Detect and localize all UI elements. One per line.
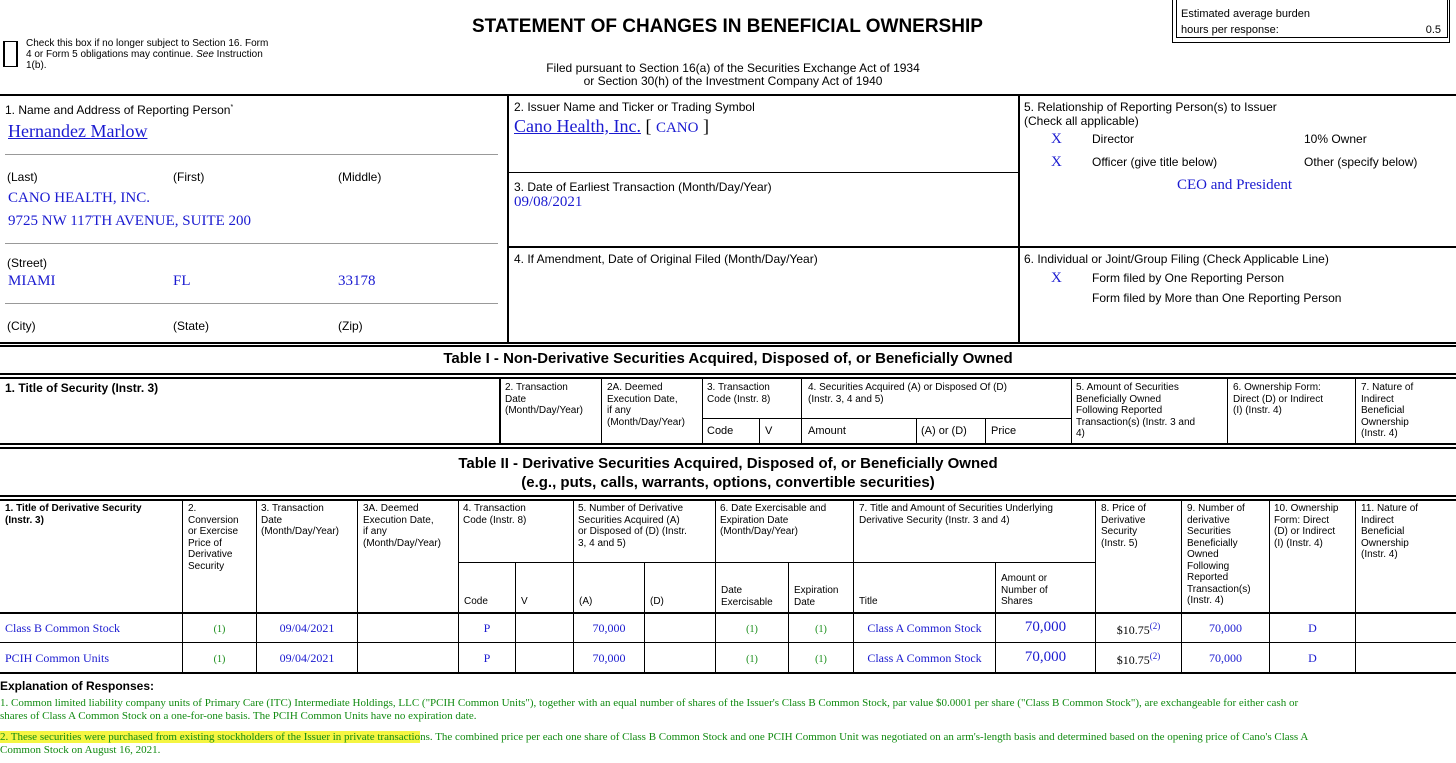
reporting-person-name-link[interactable]: Hernandez Marlow [8, 121, 148, 141]
t2-row-title: PCIH Common Units [5, 651, 110, 665]
t1-sub-amount: Amount [808, 425, 846, 437]
t2-row-form: D [1308, 621, 1317, 635]
t2-sub-v: V [521, 596, 528, 607]
t1-sub-aord: (A) or (D) [921, 425, 967, 437]
address-line1: CANO HEALTH, INC. [8, 190, 150, 206]
filed-pursuant-line1: Filed pursuant to Section 16(a) of the Securities Exchange Act of 1934 [546, 61, 920, 75]
t2-row-expiration: (1) [815, 624, 827, 635]
officer-label: Officer (give title below) [1092, 155, 1218, 169]
t2-col6-header: 6. Date Exercisable and Expiration Date (Month/Day/Year) [720, 503, 827, 537]
t2-row-title: Class B Common Stock [5, 621, 121, 635]
issuer-name-link[interactable]: Cano Health, Inc. [514, 116, 641, 136]
t2-row-a: 70,000 [592, 621, 626, 635]
t2-row-under-title: Class A Common Stock [867, 651, 982, 665]
section16-text: Check this box if no longer subject to Section 16. Form 4 or Form 5 obligations may continue. See Instruction 1(b). [26, 38, 269, 71]
t2-col3a-header: 3A. Deemed Execution Date, if any (Month/Day/Year) [363, 503, 441, 549]
t2-sub-a: (A) [579, 596, 593, 607]
middle-label: (Middle) [338, 170, 382, 184]
t2-row-price: $10.75$^{(2)}$ [1116, 621, 1161, 637]
relationship-label: 5. Relationship of Reporting Person(s) to Issuer [1024, 100, 1277, 114]
amendment-label: 4. If Amendment, Date of Original Filed (Month/Day/Year) [514, 252, 818, 266]
t1-col7-header: 7. Nature of Indirect Beneficial Ownership (Instr. 4) [1361, 382, 1414, 439]
street-label: (Street) [7, 256, 48, 270]
t2-row-under-amount: 70,000 [1024, 649, 1067, 665]
table2-title: Table II - Derivative Securities Acquired, Disposed of, or Beneficially Owned (e.g., puts, calls, warrants, options, convertible securities) [458, 455, 998, 491]
t1-col2-header: 2. Transaction Date (Month/Day/Year) [505, 382, 583, 416]
t2-col3-header: 3. Transaction Date (Month/Day/Year) [261, 503, 339, 537]
t2-row-owned: 70,000 [1209, 651, 1242, 665]
officer-check: X [1051, 154, 1062, 170]
omb-burden-label: Estimated average burden [1181, 8, 1311, 20]
t2-row-form: D [1308, 651, 1317, 665]
t2-col10-header: 10. Ownership Form: Direct (D) or Indirect (I) (Instr. 4) [1274, 503, 1339, 549]
t2-col9-header: 9. Number of derivative Securities Beneficially Owned Following Reported Transaction(s) (Instr. 4) [1187, 503, 1251, 606]
t2-col7-header: 7. Title and Amount of Securities Underlying Derivative Security (Instr. 3 and 4) [859, 503, 1053, 526]
footnote-1: 1. Common limited liability company units of Primary Care (ITC) Intermediate Holdings, LLC ("PCIH Common Units"), together with an equal number of shares of the Issuer's Class B Common Stock, par value $0.0001 per share ("Class B Common Stock"), are exchangeable for either cash or shares of Class A Common Stock on a one-for-one basis. The PCIH Common Units have no expiration date. [0, 697, 1299, 722]
t2-sub-expiration: Expiration Date [794, 585, 839, 608]
state-value: FL [173, 273, 191, 289]
footnote-2: 2. These securities were purchased from existing stockholders of the Issuer in private transactions. The combined price per each one share of Class B Common Stock and one PCIH Common Unit was negotiated on an arm's-length basis and determined based on the opening price of Cano's Class A Common Stock on August 16, 2021. [0, 731, 1309, 756]
zip-value: 33178 [338, 273, 376, 289]
t1-col5-header: 5. Amount of Securities Beneficially Owned Following Reported Transaction(s) (Instr. 3 and 4) [1076, 382, 1196, 439]
ten-percent-owner-label: 10% Owner [1304, 132, 1367, 146]
explanation-heading: Explanation of Responses: [0, 679, 155, 693]
t2-row-code: P [483, 621, 491, 635]
t2-row-a: 70,000 [592, 651, 626, 665]
t2-col4-header: 4. Transaction Code (Instr. 8) [463, 503, 527, 526]
earliest-transaction-label: 3. Date of Earliest Transaction (Month/Day/Year) [514, 180, 772, 194]
filed-pursuant-line2: or Section 30(h) of the Investment Company Act of 1940 [583, 74, 883, 88]
t2-row-under-amount: 70,000 [1024, 619, 1067, 635]
ticker-link[interactable]: CANO [655, 120, 699, 136]
director-check: X [1051, 131, 1062, 147]
t2-col11-header: 11. Nature of Indirect Beneficial Ownership (Instr. 4) [1361, 503, 1419, 560]
t2-row-conv: (1) [213, 654, 226, 665]
t2-col2-header: 2. Conversion or Exercise Price of Derivative Security [188, 503, 239, 572]
t2-row-code: P [483, 651, 491, 665]
t2-col1-header: 1. Title of Derivative Security (Instr. 3) [5, 503, 142, 526]
t2-sub-amount: Amount or Number of Shares [1001, 573, 1048, 607]
multi-person-label: Form filed by More than One Reporting Person [1092, 291, 1342, 305]
state-label: (State) [173, 319, 210, 333]
address-line2: 9725 NW 117TH AVENUE, SUITE 200 [8, 213, 252, 229]
other-label: Other (specify below) [1304, 155, 1418, 169]
last-label: (Last) [7, 170, 38, 184]
earliest-transaction-date: 09/08/2021 [514, 194, 583, 210]
director-label: Director [1092, 132, 1135, 146]
city-value: MIAMI [8, 273, 56, 289]
t2-row-owned: 70,000 [1209, 621, 1242, 635]
issuer-line: Cano Health, Inc. [ CANO ] [514, 116, 709, 136]
t2-sub-d: (D) [650, 596, 664, 607]
t1-col6-header: 6. Ownership Form: Direct (D) or Indirect (I) (Instr. 4) [1233, 382, 1324, 416]
one-person-label: Form filed by One Reporting Person [1092, 271, 1285, 285]
table1-title: Table I - Non-Derivative Securities Acquired, Disposed of, or Beneficially Owned [443, 350, 1013, 367]
section16-checkbox[interactable] [3, 41, 18, 67]
t1-sub-v: V [765, 425, 773, 437]
t2-sub-code: Code [464, 596, 488, 607]
t2-row-under-title: Class A Common Stock [867, 621, 982, 635]
zip-label: (Zip) [338, 319, 363, 333]
t2-sub-title: Title [859, 596, 878, 607]
first-label: (First) [173, 170, 205, 184]
t1-col4-header: 4. Securities Acquired (A) or Disposed Of (D) (Instr. 3, 4 and 5) [808, 382, 1007, 405]
t1-col1-header: 1. Title of Security (Instr. 3) [5, 381, 159, 395]
t2-col8-header: 8. Price of Derivative Security (Instr. 5) [1101, 503, 1147, 549]
t2-row-exercisable: (1) [746, 624, 758, 635]
t2-row-price: $10.75$^{(2)}$ [1116, 651, 1161, 667]
city-label: (City) [7, 319, 36, 333]
t1-sub-code: Code [707, 425, 734, 437]
issuer-label: 2. Issuer Name and Ticker or Trading Symbol [514, 100, 755, 114]
t2-row-exercisable: (1) [746, 654, 758, 665]
t1-col2a-header: 2A. Deemed Execution Date, if any (Month/Day/Year) [607, 382, 685, 428]
t2-row-conv: (1) [213, 624, 226, 635]
t2-row-date: 09/04/2021 [279, 651, 335, 665]
omb-box [1172, 0, 1450, 43]
filing-type-label: 6. Individual or Joint/Group Filing (Check Applicable Line) [1024, 252, 1329, 266]
omb-hours-value: 0.5 [1425, 24, 1441, 36]
t2-sub-exercisable: Date Exercisable [721, 585, 773, 608]
t1-sub-price: Price [991, 425, 1017, 437]
omb-hours-label: hours per response: [1181, 24, 1279, 36]
t2-row-expiration: (1) [815, 654, 827, 665]
reporting-person-label: 1. Name and Address of Reporting Person* [5, 103, 234, 117]
t2-row-date: 09/04/2021 [279, 621, 335, 635]
form-title: STATEMENT OF CHANGES IN BENEFICIAL OWNERSHIP [472, 16, 983, 37]
one-person-check: X [1051, 270, 1062, 286]
officer-title: CEO and President [1177, 177, 1292, 193]
t2-col5-header: 5. Number of Derivative Securities Acquired (A) or Disposed of (D) (Instr. 3, 4 and 5) [578, 503, 687, 549]
t1-col3-header: 3. Transaction Code (Instr. 8) [707, 382, 771, 405]
relationship-sublabel: (Check all applicable) [1024, 114, 1139, 128]
